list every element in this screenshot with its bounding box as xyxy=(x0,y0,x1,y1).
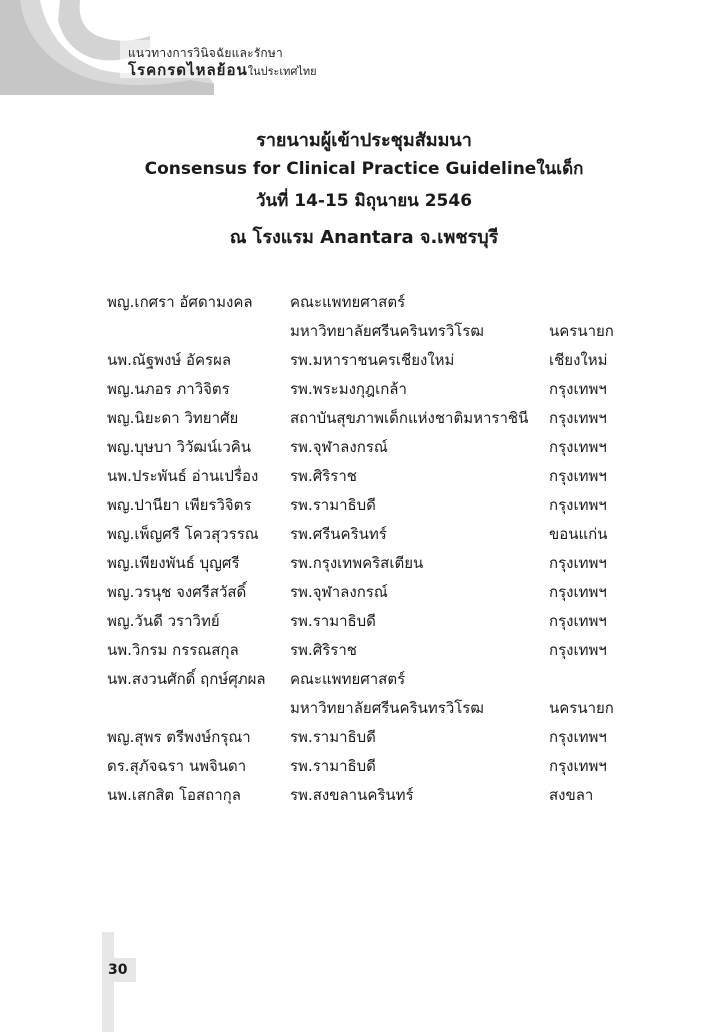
attendee-institution: รพ.รามาธิบดี xyxy=(290,757,376,775)
header-title xyxy=(128,58,317,82)
attendee-province: กรุงเทพฯ xyxy=(549,438,607,456)
attendee-name: นพ.เสกสิต โอสถากุล xyxy=(107,786,241,804)
list-item xyxy=(107,636,627,665)
list-item xyxy=(107,288,627,317)
attendee-name: พญ.เพียงพันธ์ บุญศรี xyxy=(107,554,240,572)
list-item xyxy=(107,520,627,549)
attendee-institution: รพ.ศิริราช xyxy=(290,467,357,485)
attendee-institution: รพ.จุฬาลงกรณ์ xyxy=(290,583,388,601)
attendee-institution: สถาบันสุขภาพเด็กแห่งชาติมหาราชินี xyxy=(290,409,529,427)
attendee-province: กรุงเทพฯ xyxy=(549,641,607,659)
list-item xyxy=(107,578,627,607)
attendee-name: ดร.สุภัจฉรา นพจินดา xyxy=(107,757,247,775)
list-item xyxy=(107,723,627,752)
attendee-name: พญ.เกศรา อัศดามงคล xyxy=(107,293,253,311)
header-title-sub: ในประเทศไทย xyxy=(247,65,317,78)
attendee-name: พญ.วันดี วราวิทย์ xyxy=(107,612,220,630)
page-header xyxy=(0,0,728,95)
attendee-name: พญ.สุพร ตรีพงษ์กรุณา xyxy=(107,728,251,746)
page-title: รายนามผู้เข้าประชุมสัมมนา xyxy=(256,130,472,151)
list-item xyxy=(107,694,627,723)
attendee-name: พญ.วรนุช จงศรีสวัสดิ์ xyxy=(107,583,247,601)
attendee-institution: รพ.รามาธิบดี xyxy=(290,728,376,746)
attendee-institution: รพ.รามาธิบดี xyxy=(290,496,376,514)
attendee-province: นครนายก xyxy=(549,699,614,717)
attendee-province: กรุงเทพฯ xyxy=(549,467,607,485)
attendee-province: ขอนแก่น xyxy=(549,525,608,543)
attendee-name: นพ.ณัฐพงษ์ อัครผล xyxy=(107,351,232,369)
attendee-province: เชียงใหม่ xyxy=(549,351,608,369)
list-item xyxy=(107,549,627,578)
header-title-main: โรคกรดไหลย้อน xyxy=(128,61,248,79)
attendee-institution: รพ.กรุงเทพคริสเตียน xyxy=(290,554,424,572)
attendee-name: พญ.บุษบา วิวัฒน์เวคิน xyxy=(107,438,252,456)
attendee-name: นพ.วิกรม กรรณสกุล xyxy=(107,641,239,659)
attendee-name: พญ.นภอร ภาวิจิตร xyxy=(107,380,230,398)
attendee-institution: คณะแพทยศาสตร์ xyxy=(290,670,406,688)
list-item xyxy=(107,781,627,810)
attendee-institution: รพ.จุฬาลงกรณ์ xyxy=(290,438,388,456)
attendee-institution: รพ.รามาธิบดี xyxy=(290,612,376,630)
attendee-province: กรุงเทพฯ xyxy=(549,496,607,514)
list-item xyxy=(107,375,627,404)
attendee-institution: มหาวิทยาลัยศรีนครินทรวิโรฒ xyxy=(290,322,484,340)
attendee-province: กรุงเทพฯ xyxy=(549,612,607,630)
attendee-name: พญ.นิยะดา วิทยาศัย xyxy=(107,409,239,427)
attendee-list xyxy=(107,288,627,810)
attendee-institution: รพ.มหาราชนครเชียงใหม่ xyxy=(290,351,455,369)
attendee-name: นพ.สงวนศักดิ์ ฤกษ์ศุภผล xyxy=(107,670,266,688)
attendee-province: กรุงเทพฯ xyxy=(549,409,607,427)
meeting-venue: ณ โรงแรม Anantara จ.เพชรบุรี xyxy=(229,227,499,248)
list-item xyxy=(107,491,627,520)
list-item xyxy=(107,404,627,433)
stomach-logo-graphic xyxy=(0,0,728,95)
attendee-name: พญ.ปานียา เพียรวิจิตร xyxy=(107,496,252,514)
attendee-institution: รพ.พระมงกุฎเกล้า xyxy=(290,380,407,398)
header-subtitle: แนวทางการวินิจฉัยและรักษา xyxy=(128,46,283,60)
page-subtitle: Consensus for Clinical Practice Guidelineในเด็ก xyxy=(144,159,584,179)
attendee-name: นพ.ประพันธ์ อ่านเปรื่อง xyxy=(107,467,259,485)
footer-bar xyxy=(102,932,114,1032)
attendee-province: กรุงเทพฯ xyxy=(549,583,607,601)
attendee-province: กรุงเทพฯ xyxy=(549,728,607,746)
list-item xyxy=(107,317,627,346)
list-item xyxy=(107,607,627,636)
attendee-name: พญ.เพ็ญศรี โควสุวรรณ xyxy=(107,525,259,543)
attendee-province: กรุงเทพฯ xyxy=(549,757,607,775)
list-item xyxy=(107,752,627,781)
meeting-date: วันที่ 14-15 มิถุนายน 2546 xyxy=(255,191,473,211)
attendee-institution: รพ.ศิริราช xyxy=(290,641,357,659)
attendee-province: สงขลา xyxy=(549,786,594,804)
attendee-institution: มหาวิทยาลัยศรีนครินทรวิโรฒ xyxy=(290,699,484,717)
attendee-province: กรุงเทพฯ xyxy=(549,380,607,398)
attendee-province: นครนายก xyxy=(549,322,614,340)
attendee-province: กรุงเทพฯ xyxy=(549,554,607,572)
list-item xyxy=(107,665,627,694)
list-item xyxy=(107,462,627,491)
attendee-institution: รพ.ศรีนครินทร์ xyxy=(290,525,387,543)
list-item xyxy=(107,346,627,375)
attendee-institution: คณะแพทยศาสตร์ xyxy=(290,293,406,311)
page-number: 30 xyxy=(102,958,136,982)
list-item xyxy=(107,433,627,462)
attendee-institution: รพ.สงขลานครินทร์ xyxy=(290,786,414,804)
